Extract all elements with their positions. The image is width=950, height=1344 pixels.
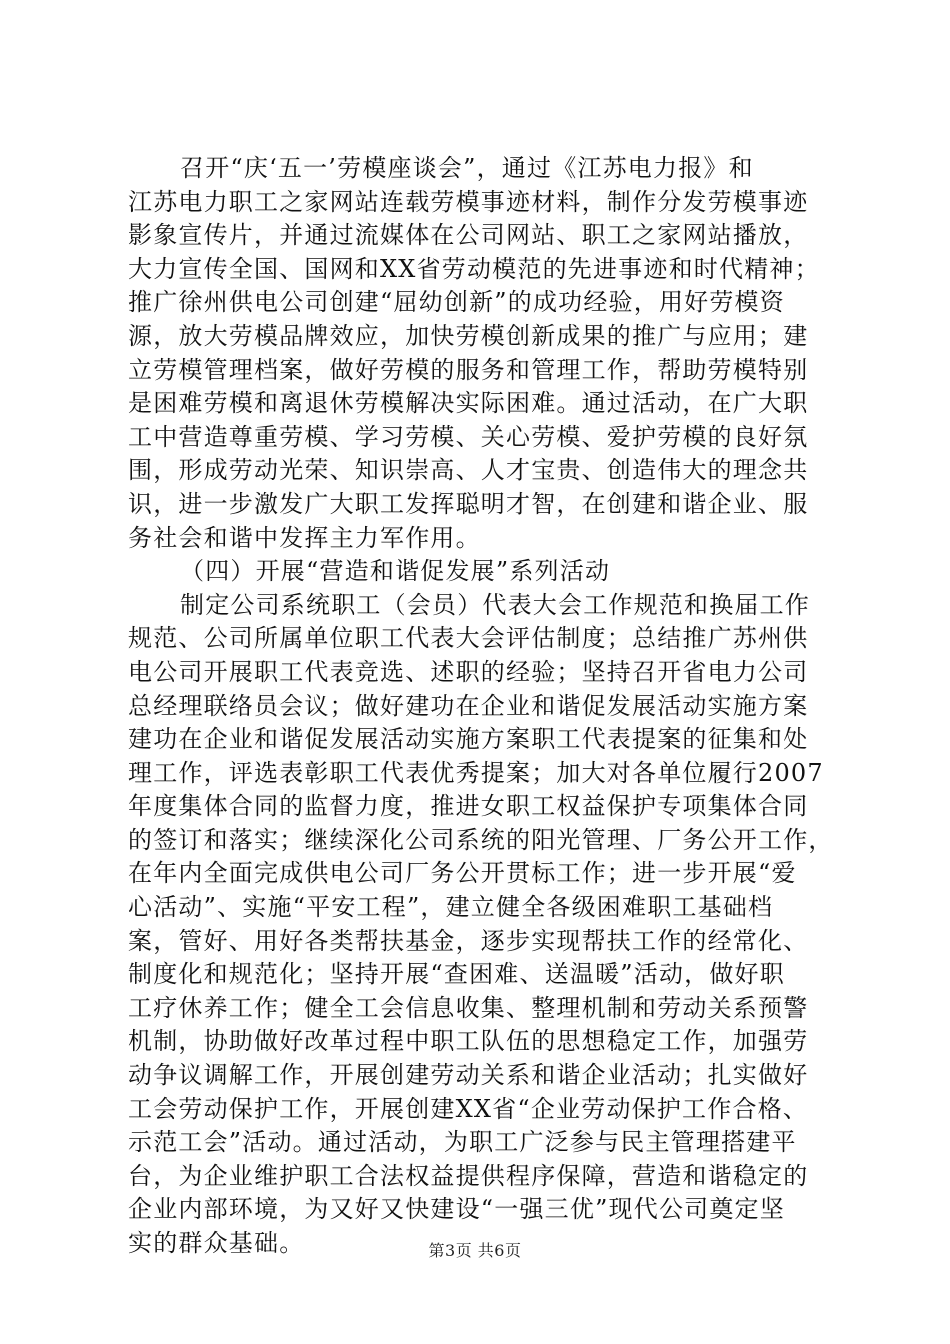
- text-line: 江苏电力职工之家网站连载劳模事迹材料，制作分发劳模事迹: [128, 187, 809, 216]
- text-line: 心活动”、实施“平安工程”，建立健全各级困难职工基础档: [128, 893, 774, 922]
- text-line: 源，放大劳模品牌效应，加快劳模创新成果的推广与应用；建: [128, 321, 809, 350]
- text-line: 动争议调解工作，开展创建劳动关系和谐企业活动；扎实做好: [128, 1061, 809, 1090]
- text-line: 机制，协助做好改革过程中职工队伍的思想稳定工作，加强劳: [128, 1027, 809, 1056]
- document-body: [128, 152, 834, 1261]
- text-line: 工会劳动保护工作，开展创建XX省“企业劳动保护工作合格、: [128, 1094, 809, 1123]
- text-line: 案，管好、用好各类帮扶基金，逐步实现帮扶工作的经常化、: [128, 926, 809, 955]
- text-line: 立劳模管理档案，做好劳模的服务和管理工作，帮助劳模特别: [128, 355, 809, 384]
- text-line: 推广徐州供电公司创建“屈幼创新”的成功经验，用好劳模资: [128, 288, 785, 317]
- text-line: 识，进一步激发广大职工发挥聪明才智，在创建和谐企业、服: [128, 489, 809, 518]
- text-line: 工疗休养工作；健全工会信息收集、整理机制和劳动关系预警: [128, 993, 809, 1022]
- text-line: 规范、公司所属单位职工代表大会评估制度；总结推广苏州供: [128, 624, 809, 653]
- text-line: 影象宣传片，并通过流媒体在公司网站、职工之家网站播放，: [128, 221, 809, 250]
- text-line: 实的群众基础。: [128, 1229, 305, 1257]
- text-line: 年度集体合同的监督力度，推进女职工权益保护专项集体合同: [128, 792, 809, 821]
- text-line: 工中营造尊重劳模、学习劳模、关心劳模、爱护劳模的良好氛: [128, 422, 809, 451]
- text-line: 在年内全面完成供电公司厂务公开贯标工作；进一步开展“爱: [128, 859, 797, 888]
- text-line: 务社会和谐中发挥主力军作用。: [128, 523, 481, 552]
- page-footer: 第3页 共6页: [428, 1241, 522, 1260]
- text-line: 电公司开展职工代表竞选、述职的经验；坚持召开省电力公司: [128, 657, 809, 686]
- text-line: 的签订和落实；继续深化公司系统的阳光管理、厂务公开工作，: [128, 825, 834, 854]
- text-line: 理工作，评选表彰职工代表优秀提案；加大对各单位履行2007: [128, 758, 824, 787]
- text-line: 台，为企业维护职工合法权益提供程序保障，营造和谐稳定的: [128, 1161, 809, 1190]
- section-heading: （四）开展“营造和谐促发展”系列活动: [180, 557, 611, 586]
- text-line: 召开“庆‘五一’劳模座谈会”，通过《江苏电力报》和: [180, 154, 754, 182]
- text-line: 企业内部环境，为又好又快建设“一强三优”现代公司奠定坚: [128, 1195, 785, 1224]
- text-line: 大力宣传全国、国网和XX省劳动模范的先进事迹和时代精神；: [128, 254, 820, 283]
- text-line: 建功在企业和谐促发展活动实施方案职工代表提案的征集和处: [128, 725, 809, 754]
- text-line: 总经理联络员会议；做好建功在企业和谐促发展活动实施方案: [128, 691, 809, 720]
- text-line: 围，形成劳动光荣、知识崇高、人才宝贵、创造伟大的理念共: [128, 456, 809, 485]
- text-line: 是困难劳模和离退休劳模解决实际困难。通过活动，在广大职: [128, 389, 809, 418]
- text-line: 制定公司系统职工（会员）代表大会工作规范和换届工作: [180, 590, 810, 619]
- text-line: 制度化和规范化；坚持开展“查困难、送温暖”活动，做好职: [128, 960, 785, 989]
- text-line: 示范工会”活动。通过活动，为职工广泛参与民主管理搭建平: [128, 1128, 797, 1157]
